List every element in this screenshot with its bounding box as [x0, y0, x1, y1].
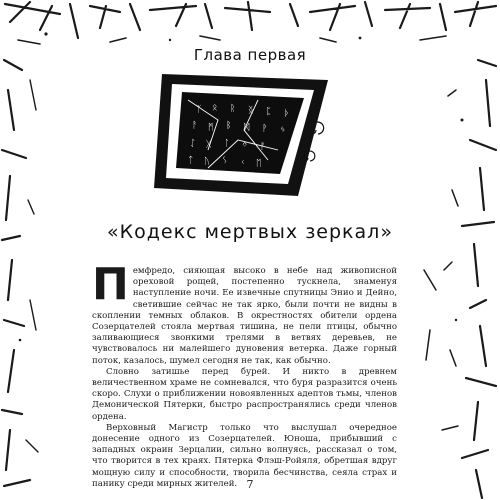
svg-text:ᛈ: ᛈ [266, 107, 272, 117]
chapter-heading: Глава первая [193, 46, 307, 64]
svg-text:ᛞ: ᛞ [244, 123, 250, 133]
svg-text:ᚢ: ᚢ [204, 157, 210, 167]
chapter-body-text [92, 259, 397, 490]
svg-text:ᚷ: ᚷ [206, 140, 212, 150]
svg-text:ᛒ: ᛒ [226, 121, 232, 131]
page-number: 7 [246, 478, 254, 491]
cracked-mirror-runes-icon [148, 70, 338, 200]
svg-text:ᛟ: ᛟ [212, 103, 218, 113]
drop-cap: П [92, 259, 129, 310]
svg-text:ᛏ: ᛏ [188, 156, 194, 166]
paragraph: Верховный Магистр только что выслушал очередное донесение одного из Созерцателей. Юноша, прибывший с западных окраин Зерцалии, сильно волнуясь, рассказал о том, что творится в тех краях. Пятерка Флэш-Ройяля, обретшая вдруг мощную силу и способности, творила бесчинства, сеяла страх и панику среди мирных жителей. [92, 422, 397, 489]
svg-text:ᛊ: ᛊ [222, 156, 228, 166]
svg-text:ᚹ: ᚹ [262, 124, 268, 134]
svg-text:ᚠ: ᚠ [260, 142, 266, 152]
svg-text:ᚲ: ᚲ [240, 158, 246, 168]
svg-text:ᛇ: ᛇ [190, 139, 196, 149]
chapter-title: «Кодекс мертвых зеркал» [107, 221, 393, 243]
svg-text:ᛖ: ᛖ [256, 159, 262, 169]
svg-text:ᛉ: ᛉ [196, 105, 202, 115]
paragraph-text: емфредо, сияющая высоко в небе над живописной ореховой рощей, постепенно тускнела, знаменуя наступление ночи. Ее извечные спутницы Энио и Дейно, светившие сейчас не так ярко, были почти не видны в скоплении темных облаков. В окрестностях обители ордена Созерцателей стояла мертвая тишина, не пели птицы, обычно заливающиеся звонкими трелями в ветвях деревьев, не чувствовалось ни малейшего дуновения ветерка. Даже горный поток, казалось, шумел сегодня не так, как обычно. [92, 266, 397, 366]
paragraph: Словно затишье перед бурей. И никто в древнем величественном храме не сомневался, что буря разразится очень скоро. Слухи о приближении новоявленных адептов тьмы, членов Демонической Пятерки, быстро распространялись среди членов ордена. [92, 366, 397, 422]
svg-text:ᛜ: ᛜ [242, 141, 248, 151]
svg-text:ᛃ: ᛃ [280, 125, 286, 135]
paragraph [92, 259, 397, 367]
svg-text:ᛝ: ᛝ [248, 106, 254, 116]
svg-text:ᛗ: ᛗ [208, 123, 214, 133]
svg-text:ᚨ: ᚨ [192, 121, 198, 131]
svg-text:ᛚ: ᛚ [224, 139, 230, 149]
svg-text:ᚦ: ᚦ [284, 109, 290, 119]
svg-text:ᚱ: ᚱ [230, 104, 236, 114]
